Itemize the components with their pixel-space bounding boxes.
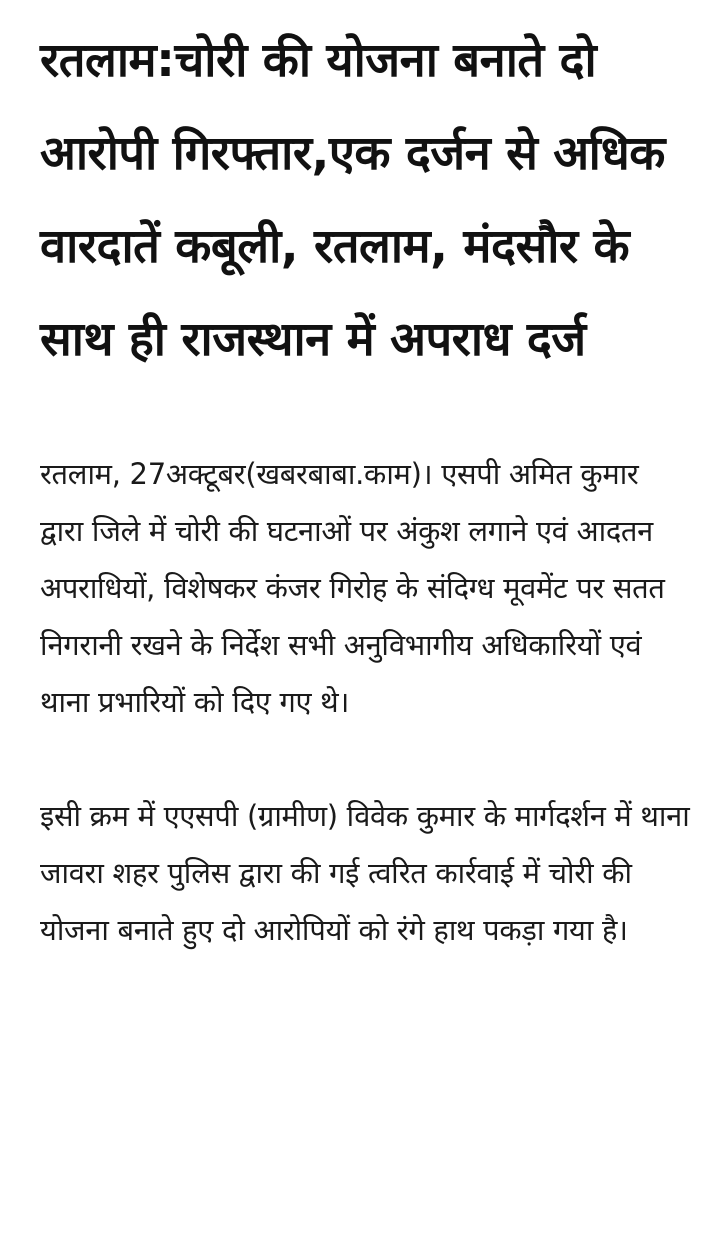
article-paragraph-2: इसी क्रम में एएसपी (ग्रामीण) विवेक कुमार के मार्गदर्शन में थाना जावरा शहर पुलिस द्वारा की गई त्वरित कार्रवाई में चोरी की योजना बनाते हुए दो आरोपियों को रंगे हाथ पकड़ा गया है। bbox=[40, 799, 690, 947]
article-headline: रतलाम:चोरी की योजना बनाते दो आरोपी गिरफ्तार,एक दर्जन से अधिक वारदातें कबूली, रतलाम, मंदसौर के साथ ही राजस्थान में अपराध दर्ज bbox=[40, 33, 665, 367]
article-paragraph-1: रतलाम, 27अक्टूबर(खबरबाबा.काम)। एसपी अमित कुमार द्वारा जिले में चोरी की घटनाओं पर अंकुश लगाने एवं आदतन अपराधियों, विशेषकर कंजर गिरोह के संदिग्ध मूवमेंट पर सतत निगरानी रखने के निर्देश सभी अनुविभागीय अधिकारियों एवं थाना प्रभारियों को दिए गए थे। bbox=[40, 457, 665, 719]
news-article bbox=[40, 14, 690, 959]
